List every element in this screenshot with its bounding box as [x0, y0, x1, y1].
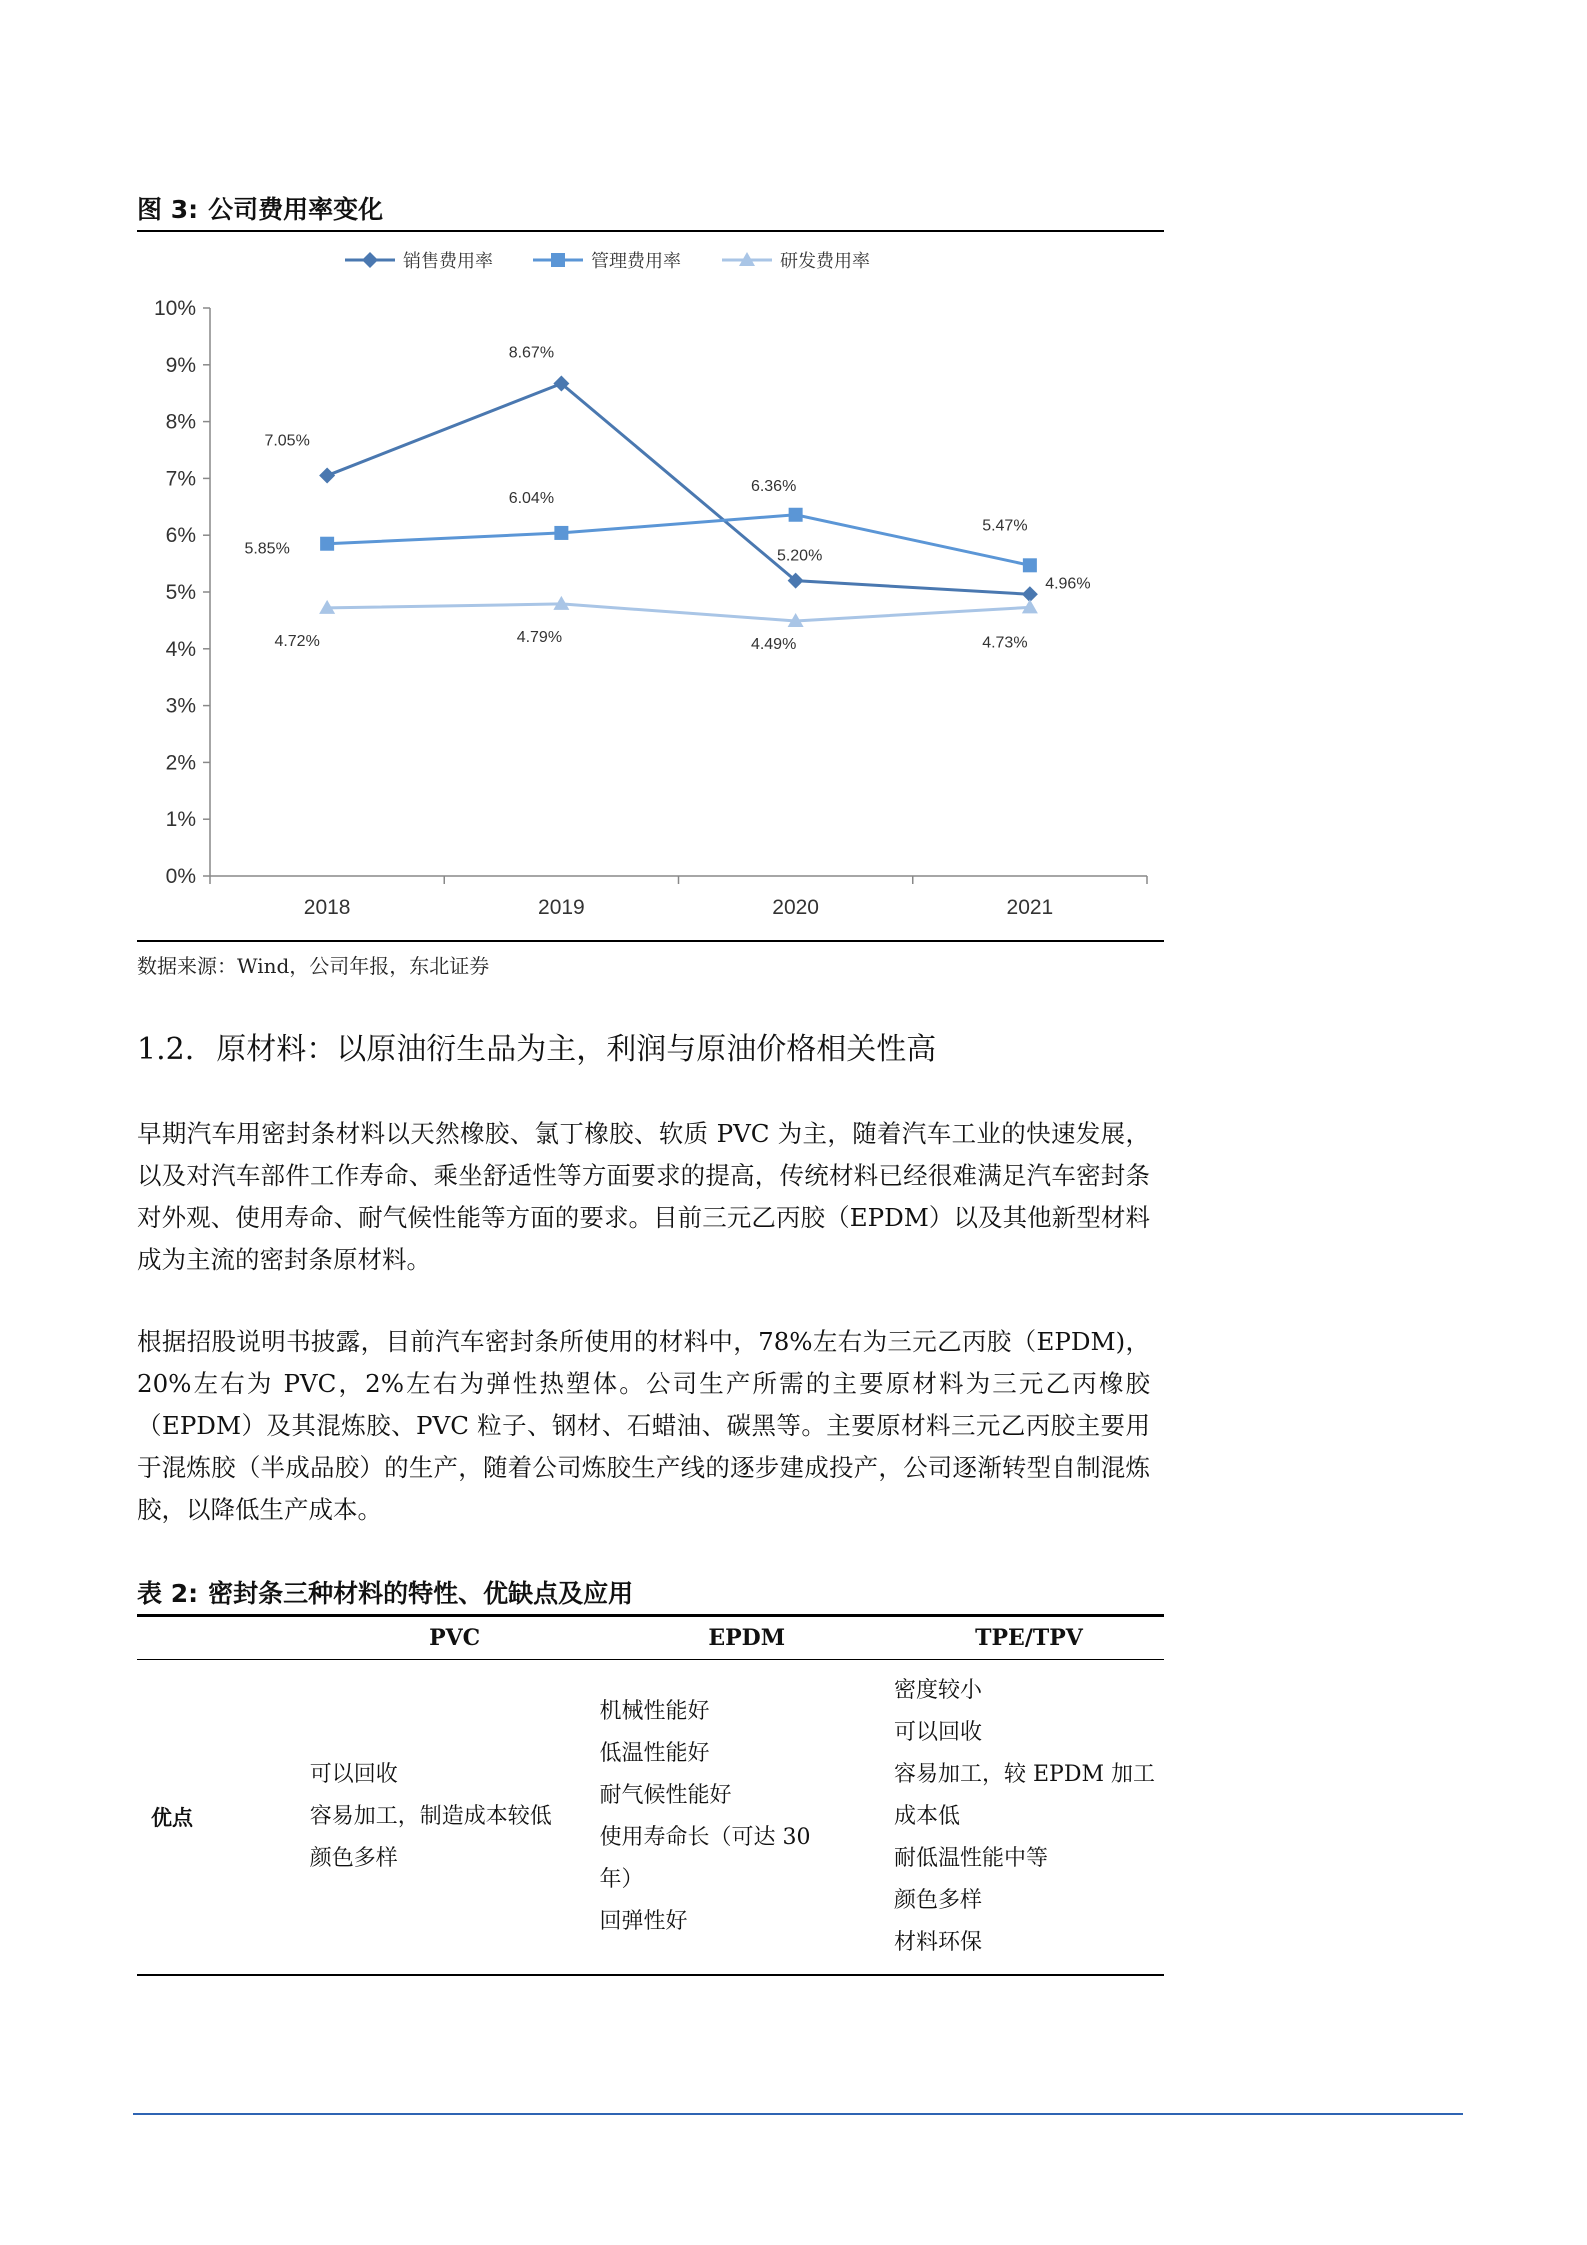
list-item: 可以回收 — [894, 1720, 983, 1745]
y-tick-label: 4% — [165, 637, 196, 661]
x-tick-label: 2020 — [772, 896, 819, 919]
data-label: 5.20% — [776, 547, 823, 565]
y-tick-label: 7% — [165, 467, 196, 491]
paragraph-materials-history: 早期汽车用密封条材料以天然橡胶、氯丁橡胶、软质 PVC 为主，随着汽车工业的快速发展，以及对汽车部件工作寿命、乘坐舒适性等方面要求的提高，传统材料已经很难满足汽车密封条对外观、使用寿命、耐气候性能等方面的要求。目前三元乙丙胶（EPDM）以及其他新型材料成为主流的密封条原材料。 — [137, 1119, 1150, 1274]
list-item: 机械性能好 — [599, 1699, 710, 1724]
y-tick-label: 6% — [165, 524, 196, 548]
x-tick-label: 2019 — [538, 896, 585, 919]
cell-pvc — [310, 1660, 600, 1976]
row-label-advantages: 优点 — [137, 1660, 310, 1976]
y-tick-label: 9% — [165, 353, 196, 377]
table-title-text: 密封条三种材料的特性、优缺点及应用 — [208, 1579, 634, 1608]
figure-title-text: 公司费用率变化 — [208, 195, 384, 224]
legend-label: 研发费用率 — [780, 251, 870, 272]
y-tick-label: 5% — [165, 581, 196, 604]
list-item: 低温性能好 — [599, 1741, 710, 1766]
table-header-empty — [137, 1617, 310, 1660]
y-tick-label: 2% — [165, 751, 196, 775]
cell-epdm — [599, 1660, 894, 1976]
paragraph-materials-share: 根据招股说明书披露，目前汽车密封条所使用的材料中，78%左右为三元乙丙胶（EPDM)，20%左右为 PVC，2%左右为弹性热塑体。公司生产所需的主要原材料为三元乙丙橡胶（EPDM）及其混炼胶、PVC 粒子、钢材、石蜡油、碳黑等。主要原材料三元乙丙胶主要用于混炼胶（半成品胶）的生产，随着公司炼胶生产线的逐步建成投产，公司逐渐转型自制混炼胶，以降低生产成本。 — [137, 1327, 1150, 1524]
y-tick-label: 8% — [165, 410, 196, 434]
figure-title — [137, 190, 1164, 232]
list-item: 回弹性好 — [599, 1909, 688, 1934]
list-item: 密度较小 — [894, 1678, 983, 1703]
table-title — [137, 1574, 1164, 1617]
list-item: 颜色多样 — [309, 1846, 398, 1871]
y-tick-label: 1% — [165, 808, 196, 832]
data-label: 6.36% — [750, 477, 797, 495]
data-label: 7.05% — [264, 432, 310, 450]
data-label: 4.79% — [516, 628, 563, 646]
list-item: 容易加工，较 EPDM 加工成本低 — [894, 1762, 1156, 1829]
series-line-1 — [327, 384, 1030, 595]
x-tick-label: 2018 — [303, 896, 351, 919]
section-title: 原材料：以原油衍生品为主，利润与原油价格相关性高 — [216, 1032, 937, 1067]
data-label: 5.85% — [244, 540, 290, 558]
list-item: 材料环保 — [894, 1930, 983, 1955]
data-point — [789, 508, 803, 522]
legend-label: 销售费用率 — [403, 251, 493, 272]
list-item: 耐气候性能好 — [599, 1783, 732, 1808]
table-row — [137, 1660, 1164, 1976]
data-label: 6.04% — [508, 489, 555, 507]
table-header-epdm: EPDM — [599, 1617, 894, 1660]
figure-source: 数据来源：Wind，公司年报，东北证券 — [137, 954, 490, 978]
data-point — [319, 468, 335, 484]
data-point — [554, 526, 568, 540]
legend-label: 管理费用率 — [591, 251, 681, 272]
section-number: 1.2. — [137, 1032, 195, 1067]
series-line-2 — [327, 515, 1030, 566]
data-point — [1023, 558, 1037, 572]
list-item: 可以回收 — [309, 1762, 398, 1787]
expense-ratio-chart — [137, 232, 1164, 940]
y-tick-label: 3% — [165, 694, 196, 718]
data-label: 8.67% — [508, 344, 555, 362]
list-item: 颜色多样 — [894, 1888, 983, 1913]
list-item: 容易加工，制造成本较低 — [309, 1804, 552, 1829]
list-item: 使用寿命长（可达 30 年） — [599, 1825, 811, 1892]
section-heading — [137, 1030, 936, 1070]
table-header-tpe: TPE/TPV — [894, 1617, 1164, 1660]
data-label: 4.72% — [274, 632, 320, 650]
y-tick-label: 10% — [153, 297, 196, 320]
data-label: 5.47% — [982, 517, 1028, 535]
data-label: 4.73% — [982, 634, 1028, 652]
list-item: 耐低温性能中等 — [894, 1846, 1049, 1871]
series-line-3 — [327, 604, 1030, 621]
table-header-pvc: PVC — [310, 1617, 600, 1660]
data-label: 4.96% — [1045, 575, 1091, 593]
figure-label: 图 3: — [137, 195, 199, 224]
table-label: 表 2: — [137, 1579, 199, 1608]
legend-marker — [362, 252, 378, 268]
footer-divider — [133, 2113, 1463, 2115]
data-point — [320, 537, 334, 551]
chart-container — [137, 232, 1164, 942]
cell-tpe — [894, 1660, 1164, 1976]
data-label: 4.49% — [750, 635, 797, 653]
materials-table — [137, 1617, 1164, 1976]
x-tick-label: 2021 — [1006, 896, 1054, 919]
y-tick-label: 0% — [165, 865, 196, 888]
table-header-row — [137, 1617, 1164, 1660]
legend-marker — [551, 253, 565, 267]
